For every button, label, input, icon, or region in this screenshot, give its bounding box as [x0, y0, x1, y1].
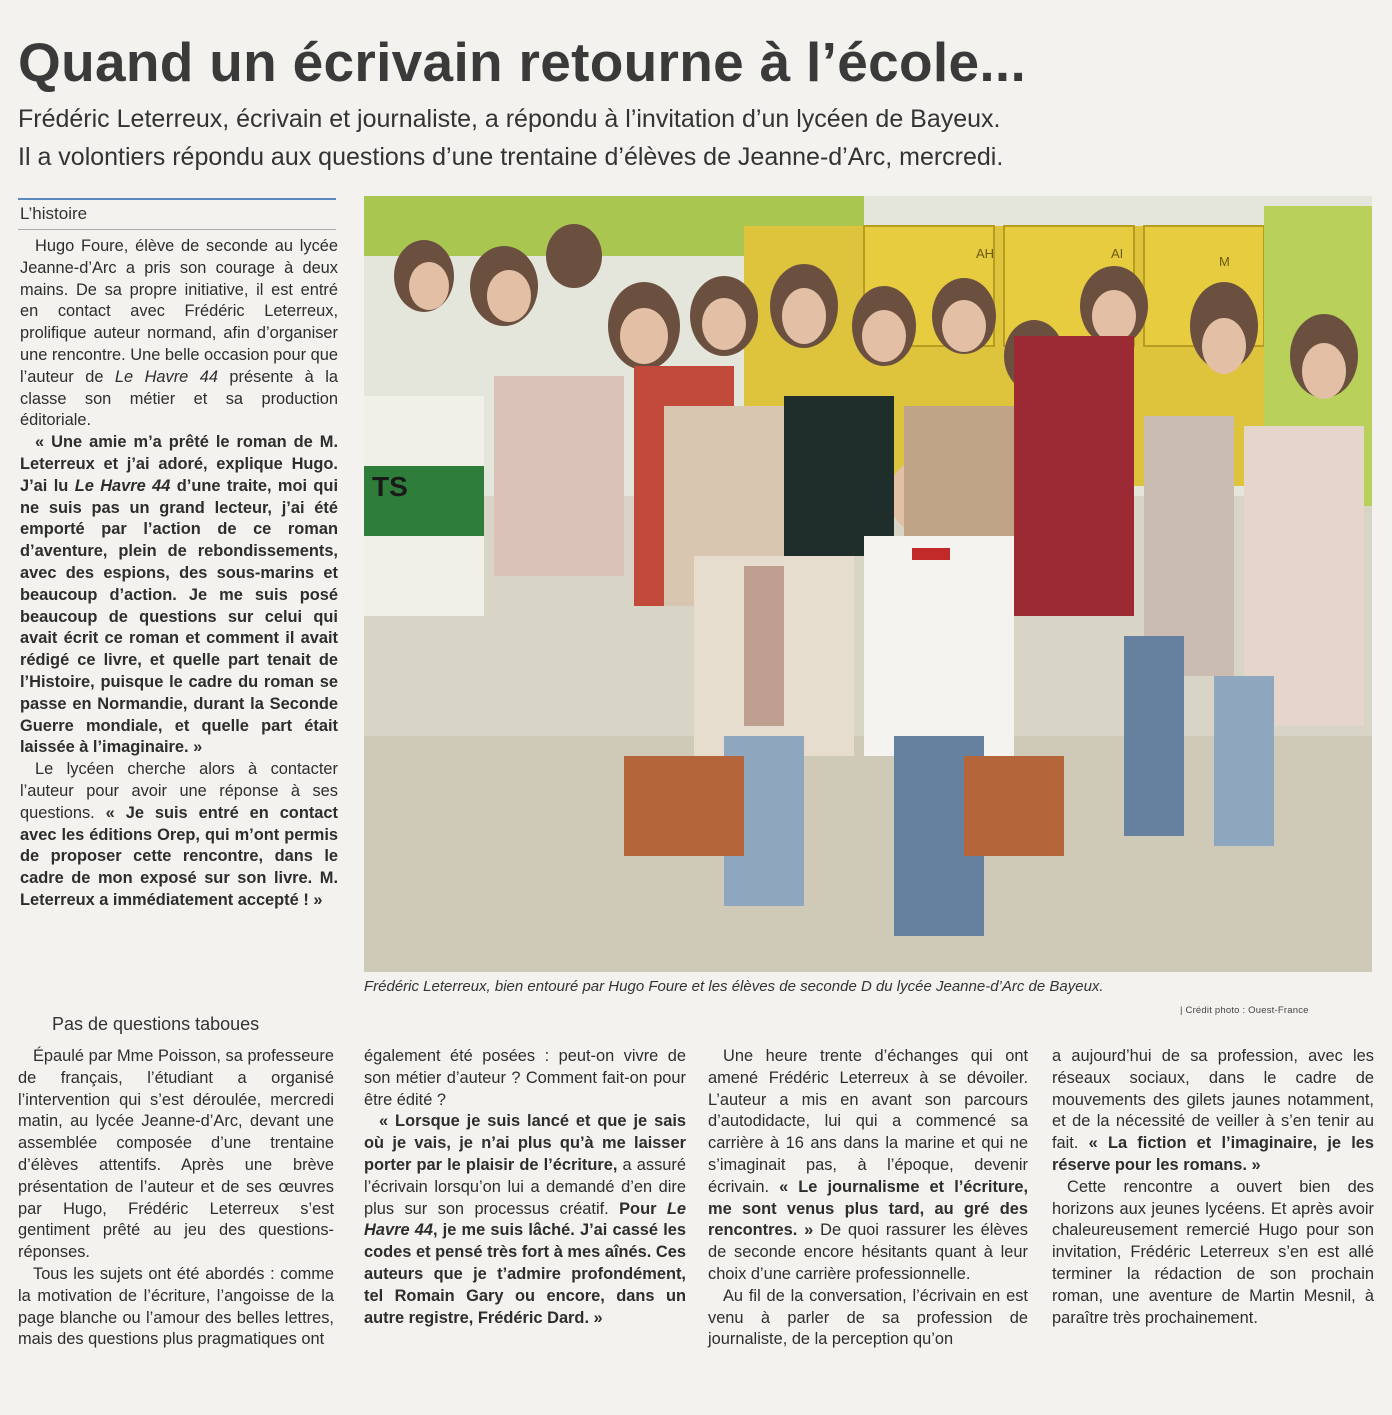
text-run: Hugo Foure, élève de seconde au lycée Jeanne-d’Arc a pris son courage à deux mains. De sa propre initiative, il est entré en contact avec Frédéric Leterreux, prolifique auteur normand, afin d’organiser une rencontre. Une belle occasion pour que l’auteur de: [20, 237, 339, 386]
histoire-paragraph-3: [20, 759, 338, 912]
quote-run: « Le journalisme et l’écriture, me sont venus plus tard, au gré des rencontres. »: [708, 1177, 1028, 1240]
histoire-column: [20, 236, 338, 912]
text-run: a assuré l’écrivain lorsqu’on lui a demandé d’en dire plus sur son processus créatif.: [364, 1155, 686, 1218]
col3-paragraph-2: Au fil de la conversation, l’écrivain en est venu à parler de sa profession de journaliste, de la perception qu’on: [708, 1286, 1028, 1349]
body-column-2: [364, 1046, 686, 1329]
locker-label-3: M: [1219, 254, 1230, 269]
book-title: Le Havre 44: [74, 476, 171, 495]
photo-credit: | Crédit photo : Ouest-France: [1180, 1005, 1309, 1016]
histoire-paragraph-1: [20, 236, 338, 432]
col4-paragraph-1: [1052, 1046, 1374, 1177]
book-title: Le Havre 44: [364, 1199, 686, 1240]
shirt-print: TS: [372, 471, 408, 502]
section-rule-top: [18, 198, 336, 200]
quote-run: « La fiction et l’imaginaire, je les réserve pour les romans. »: [1052, 1134, 1374, 1174]
locker-label-1: AH: [976, 246, 995, 261]
text-run: a aujourd’hui de sa profession, avec les réseaux sociaux, dans le cadre de mouvements des gilets jaunes notamment, et de la nécessité de veiller à s’en tenir au fait.: [1052, 1047, 1374, 1153]
col2-paragraph-1: également été posées : peut-on vivre de son métier d’auteur ? Comment fait-on pour être édité ?: [364, 1047, 686, 1109]
body-column-4: [1052, 1046, 1374, 1329]
quote-run: « Lorsque je suis lancé et que je sais où je vais, je n’ai plus qu’à me laisser porter par le plaisir de l’écriture,: [364, 1112, 686, 1174]
book-title: Le Havre 44: [114, 367, 218, 386]
deck-line-1: Frédéric Leterreux, écrivain et journaliste, a répondu à l’invitation d’un lycéen de Bayeux.: [18, 105, 1001, 133]
text-run: Le lycéen cherche alors à contacter l’auteur pour avoir une réponse à ses questions.: [20, 760, 338, 822]
section-rule-bottom: [18, 229, 336, 230]
col1-paragraph-2: Tous les sujets ont été abordés : comme la motivation de l’écriture, l’angoisse de la page blanche ou l’amour des belles lettres, mais des questions plus pragmatiques ont: [18, 1264, 334, 1349]
quote-run: d’une traite, moi qui ne suis pas un grand lecteur, j’ai été emporté par l’action de ce roman d’aventure, plein de rebondissements, avec des espions, des sous-marins et beaucoup d’action. Je me suis posé beaucoup de questions sur celui qui avait écrit ce roman et comment il avait rédigé ce livre, et quelle part tenait de l’Histoire, puisque le cadre du roman se passe en Normandie, durant la Seconde Guerre mondiale, et quelle part était laissée à l’imaginaire. »: [20, 476, 338, 757]
body-column-1: [18, 1046, 334, 1351]
section-label: L’histoire: [20, 204, 88, 223]
group-photo-illustration: [364, 196, 1372, 972]
quote-run: « Une amie m’a prêté le roman de M. Leterreux et j’ai adoré, explique Hugo.: [20, 433, 338, 473]
col2-paragraph-2: [364, 1111, 686, 1329]
quote-run: « Je suis entré en contact avec les éditions Orep, qui m’ont permis de proposer cette rencontre, dans le cadre de mon exposé sur son livre. M. Leterreux a immédiatement accepté ! »: [20, 803, 338, 909]
histoire-paragraph-2: [20, 432, 338, 759]
col1-paragraph-1: Épaulé par Mme Poisson, sa professeure de français, l’étudiant a organisé l’intervention qui s’est déroulée, mercredi matin, au lycée Jeanne-d’Arc, devant une assemblée composée d’une trentaine d’élèves attentifs. Après une brève présentation de l’auteur et de ses œuvres par Hugo, Frédéric Leterreux s’est gentiment prêté au jeu des questions-réponses.: [18, 1047, 334, 1262]
subheading: Pas de questions taboues: [52, 1014, 260, 1034]
col3-paragraph-1: [708, 1046, 1028, 1286]
text-run: De quoi rassurer les élèves de seconde encore hésitants quant à leur choix d’une carrière professionnelle.: [708, 1221, 1028, 1283]
quote-run: J’ai lu: [20, 476, 75, 495]
group-photo: [364, 196, 1372, 972]
headline: Quand un écrivain retourne à l’école...: [18, 31, 1027, 93]
quote-run: , je me suis lâché. J’ai cassé les codes et pensé très fort à mes aînés. Ces auteurs que je t’admire profondément, tel Romain Gary ou encore, dans un autre registre, Frédéric Dard. »: [364, 1221, 686, 1327]
deck-line-2: Il a volontiers répondu aux questions d’une trentaine d’élèves de Jeanne-d’Arc, mercredi.: [18, 143, 1004, 171]
quote-run: Pour: [619, 1199, 667, 1218]
locker-label-2: AI: [1111, 246, 1124, 261]
col4-paragraph-2: Cette rencontre a ouvert bien des horizons aux jeunes lycéens. Et après avoir chaleureusement remercié Hugo pour son invitation, Frédéric Leterreux s’en est allé terminer la rédaction de son prochain roman, une aventure de Martin Mesnil, à paraître très prochainement.: [1052, 1177, 1374, 1327]
photo-caption: Frédéric Leterreux, bien entouré par Hugo Foure et les élèves de seconde D du lycée Jeanne-d’Arc de Bayeux.: [364, 978, 1104, 995]
text-run: Une heure trente d’échanges qui ont amené Frédéric Leterreux à se dévoiler. L’auteur a mis en avant son parcours d’autodidacte, lui qui a commencé sa carrière à 16 ans dans la marine et qui ne s’imaginait pas, à l’époque, devenir écrivain.: [708, 1047, 1028, 1196]
body-column-3: [708, 1046, 1028, 1351]
text-run: présente à la classe son métier et sa production éditoriale.: [20, 367, 338, 430]
